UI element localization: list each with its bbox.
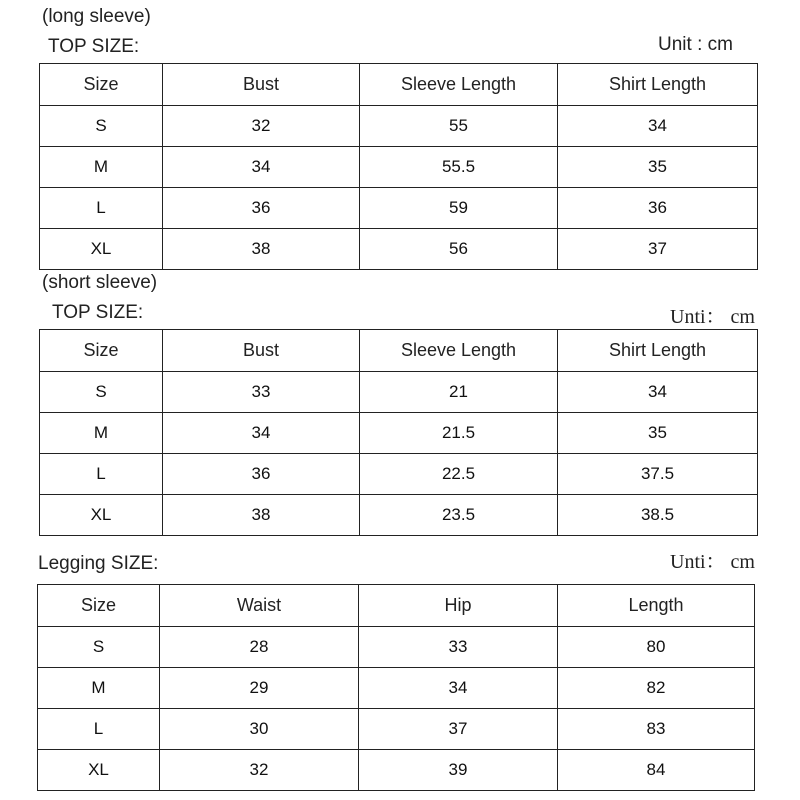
unit-label: Unti： cm xyxy=(670,306,755,328)
table-cell: 37.5 xyxy=(558,454,758,495)
table-row xyxy=(38,709,755,750)
column-header: Sleeve Length xyxy=(360,330,558,372)
column-header: Bust xyxy=(163,64,360,106)
size-cell: XL xyxy=(40,229,163,270)
section-note-short-sleeve: (short sleeve) xyxy=(42,272,158,293)
table-header-row xyxy=(40,330,758,372)
size-cell: S xyxy=(40,372,163,413)
table-cell: 23.5 xyxy=(360,495,558,536)
table-cell: 35 xyxy=(558,147,758,188)
table-cell: 59 xyxy=(360,188,558,229)
top-size-heading: TOP SIZE: xyxy=(52,302,144,323)
column-header: Shirt Length xyxy=(558,330,758,372)
table-cell: 55 xyxy=(360,106,558,147)
table-cell: 37 xyxy=(558,229,758,270)
table-row xyxy=(40,372,758,413)
unit-label: Unit : cm xyxy=(658,34,733,55)
table-cell: 28 xyxy=(160,627,359,668)
table-cell: 34 xyxy=(558,372,758,413)
size-cell: M xyxy=(40,147,163,188)
table-cell: 21.5 xyxy=(360,413,558,454)
size-cell: S xyxy=(40,106,163,147)
table-cell: 22.5 xyxy=(360,454,558,495)
top-size-heading: TOP SIZE: xyxy=(48,36,140,57)
column-header: Sleeve Length xyxy=(360,64,558,106)
section-note-long-sleeve: (long sleeve) xyxy=(42,6,151,27)
size-cell: L xyxy=(40,454,163,495)
column-header: Length xyxy=(558,585,755,627)
table-row xyxy=(38,750,755,791)
table-cell: 32 xyxy=(163,106,360,147)
table-cell: 33 xyxy=(163,372,360,413)
size-cell: M xyxy=(38,668,160,709)
table-cell: 36 xyxy=(163,454,360,495)
size-table-long-sleeve xyxy=(39,63,758,270)
column-header: Bust xyxy=(163,330,360,372)
table-cell: 21 xyxy=(360,372,558,413)
column-header: Shirt Length xyxy=(558,64,758,106)
table-cell: 34 xyxy=(163,147,360,188)
table-cell: 34 xyxy=(163,413,360,454)
table-header-row xyxy=(38,585,755,627)
table-row xyxy=(40,413,758,454)
table-cell: 39 xyxy=(359,750,558,791)
unit-label: Unti： cm xyxy=(670,551,755,573)
size-cell: L xyxy=(40,188,163,229)
table-row xyxy=(40,454,758,495)
table-cell: 82 xyxy=(558,668,755,709)
size-cell: L xyxy=(38,709,160,750)
table-cell: 30 xyxy=(160,709,359,750)
column-header: Waist xyxy=(160,585,359,627)
column-header: Hip xyxy=(359,585,558,627)
table-cell: 55.5 xyxy=(360,147,558,188)
size-cell: M xyxy=(40,413,163,454)
table-header-row xyxy=(40,64,758,106)
column-header: Size xyxy=(38,585,160,627)
table-cell: 33 xyxy=(359,627,558,668)
table-row xyxy=(40,229,758,270)
table-row xyxy=(38,627,755,668)
table-cell: 80 xyxy=(558,627,755,668)
table-cell: 84 xyxy=(558,750,755,791)
table-cell: 38 xyxy=(163,495,360,536)
table-cell: 83 xyxy=(558,709,755,750)
column-header: Size xyxy=(40,64,163,106)
table-row xyxy=(40,147,758,188)
table-cell: 34 xyxy=(558,106,758,147)
table-cell: 35 xyxy=(558,413,758,454)
table-row xyxy=(40,495,758,536)
table-cell: 38.5 xyxy=(558,495,758,536)
size-cell: S xyxy=(38,627,160,668)
legging-size-heading: Legging SIZE: xyxy=(38,553,159,574)
size-cell: XL xyxy=(40,495,163,536)
table-cell: 32 xyxy=(160,750,359,791)
table-cell: 56 xyxy=(360,229,558,270)
table-cell: 38 xyxy=(163,229,360,270)
table-cell: 36 xyxy=(558,188,758,229)
size-cell: XL xyxy=(38,750,160,791)
size-table-short-sleeve xyxy=(39,329,758,536)
table-row xyxy=(40,188,758,229)
table-cell: 37 xyxy=(359,709,558,750)
table-cell: 34 xyxy=(359,668,558,709)
table-cell: 36 xyxy=(163,188,360,229)
table-row xyxy=(40,106,758,147)
table-cell: 29 xyxy=(160,668,359,709)
size-table-legging xyxy=(37,584,755,791)
table-row xyxy=(38,668,755,709)
column-header: Size xyxy=(40,330,163,372)
